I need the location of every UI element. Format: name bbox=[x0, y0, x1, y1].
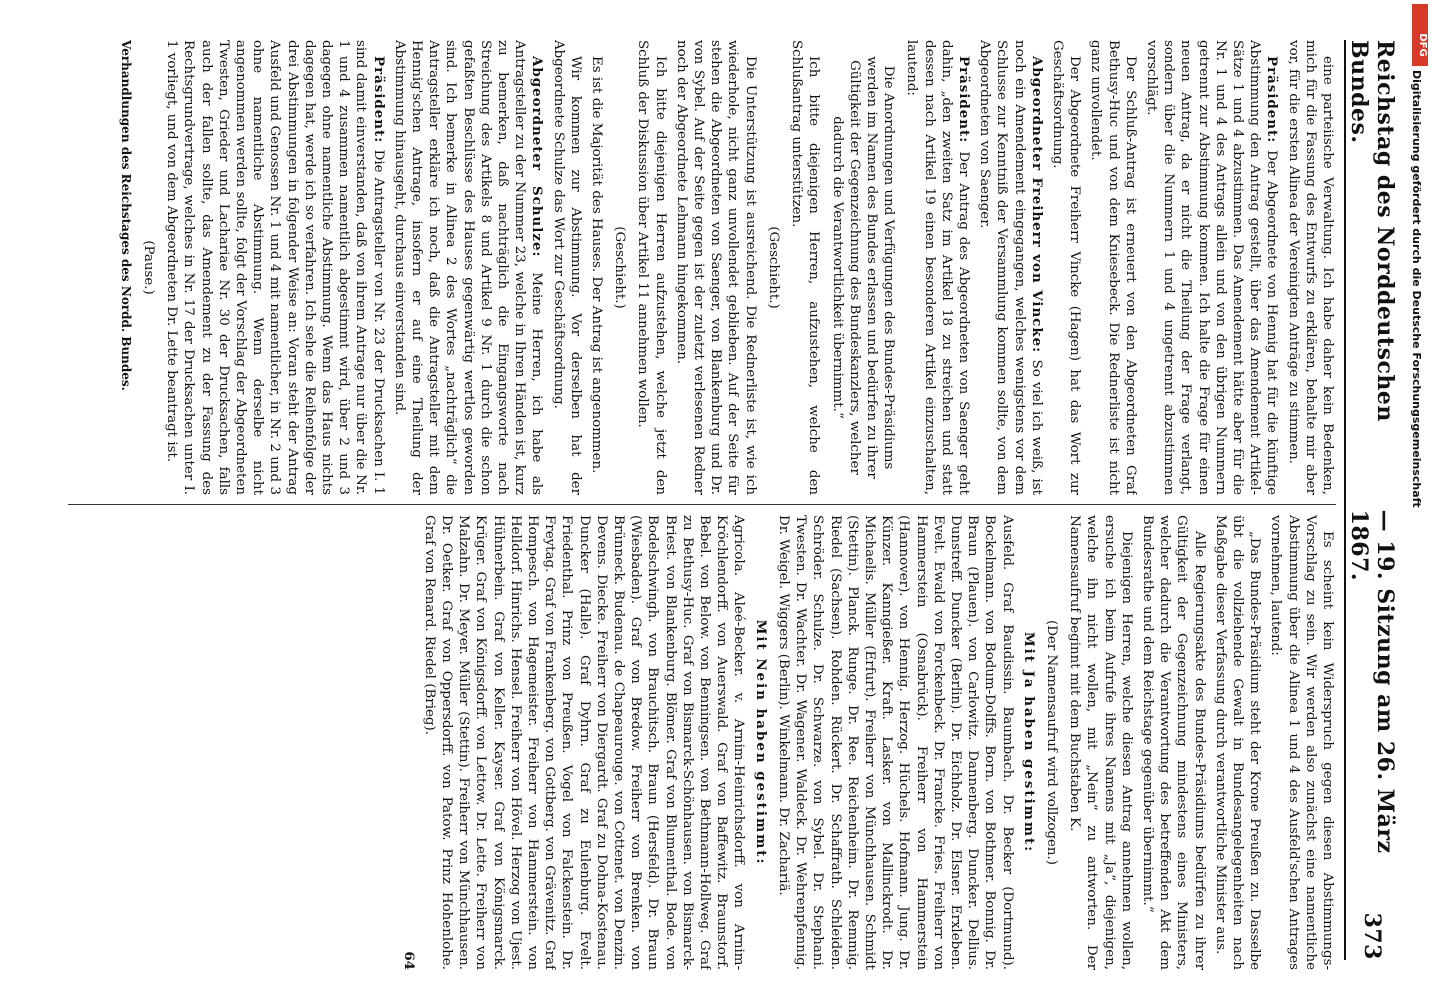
paragraph bbox=[976, 40, 1045, 495]
header-rule bbox=[1344, 40, 1346, 960]
paragraph-text: Die Anordnungen und Verfügungen des Bundes-Präsidiums werden im Namen des Bundes erlassen und bedürfen zu ihrer Gültigkeit der Gegenzeichnung des Bundeskanzlers, welcher dadurch die Verantwortlichkeit übernimmt.“ bbox=[829, 56, 897, 479]
page-number: 373 bbox=[1359, 912, 1385, 960]
speaker-label: Präsident: bbox=[955, 56, 972, 152]
paragraph-text: Alle Regierungsakte des Bundes-Präsidiums bedürfen zu ihrer Gültigkeit der Gegenzeichnung mindestens eines Ministers, welcher dadurch die Verantwortung des betreffenden Akt dem Bundesrathe und dem Reichstage gegenüber übernimmt.“ bbox=[1139, 515, 1207, 970]
right-column bbox=[68, 515, 1336, 970]
paragraph-text: Es scheint kein Widerspruch gegen diesen Abstimmungs-Vorschlag zu sein. Wir werden also zunächst eine namentliche Abstimmung über die Alinea 1 und 4 des Ausfeld'schen Antrages vornehmen, lautend: bbox=[1268, 515, 1335, 970]
paragraph-text: Ich bitte diejenigen Herren aufzustehen, welche jetzt den Schluß der Diskussion über Artikel 11 annehmen wollen. bbox=[635, 40, 668, 495]
paragraph-text: Der Abgeordnete von Hennig hat für die künftige Abstimmung den Antrag gestellt, über das Amendement Artikel-Sätze 1 und 4 abzustimmen. Das Amendement hätte aber für die Nr. 1 und 4 des Antrags allein und von den übrigen Nummern getrennt zur Abstimmung kommen. Ich halte die Frage für einen neuen Antrag, da er nicht die Theilung der Frage verlangt, sondern über die Nummern 1 und 4 ungetrennt abzustimmen vorschlägt. bbox=[1143, 40, 1280, 495]
rotated-page bbox=[48, 10, 1398, 990]
paragraph-text: (Pause.) bbox=[141, 240, 156, 295]
paragraph bbox=[1284, 40, 1336, 495]
paragraph bbox=[1212, 515, 1264, 970]
paragraph-text: Verhandlungen des Reichstages des Nordd. Bundes. bbox=[118, 40, 133, 391]
paragraph-text: (Der Namensaufruf wird vollzogen.) bbox=[1043, 619, 1059, 866]
paragraph bbox=[903, 40, 972, 495]
paragraph bbox=[828, 40, 897, 495]
running-head bbox=[1346, 40, 1398, 960]
name-list bbox=[775, 515, 1016, 970]
paragraph-text: Die Antragsteller von Nr. 23 der Drucksachen I. 1 sind damit einverstanden, daß von ihrem Antrage nur über die Nr. 1 und 4 zusammen namentlich abgestimmt wird, über 2 und 3 dagegen ohne namentliche Abstimmung. Wenn das Haus nichts dagegen hat, werde ich so verfahren. Ich sehe die Reihenfolge der drei Abstimmungen in folgender Weise an: Voran steht der Antrag Ausfeld und Genossen Nr. 1 und 4 mit namentlicher, in Nr. 2 und 3 ohne namentliche Abstimmung. Wenn derselbe nicht angenommen werden sollte, folgt der Vorschlag der Abgeordneten Twesten, Grieder und Lachariae Nr. 30 der Drucksachen, falls auch der fallen sollte, das Amendement zu der Fassung des Rechtsgrundvertrage, welches in Nr. 17 der Drucksachen unter I. 1 vorliegt, und von dem Abgeordneten Dr. Lette beantragt ist. bbox=[164, 40, 386, 495]
paragraph-text: 64 bbox=[400, 951, 417, 970]
paragraph-text: Agricola. Aleé-Becker. v. Arnim-Heinrichsdorff. von Arnim-Kröchlendorff. von Auerswald. Graf von Baffewitz. Braunstorf. Bebel. von Below. von Benningsen. von Bethmann-Hollweg. Graf zu Bethusy-Huc. Graf von Bismarck-Schönhausen. von Bismarck-Briest. von Blankenburg. Blömer. Graf von Blumenthal. Bode. von Bodelschwingh. von Brauchitsch. Braun (Hersfeld). Dr. Braun (Wiesbaden). Graf von Bredow. Freiherr von Brenken. von Brünneck. Budenau. de Chapeaurouge. von Cottenet. von Denzin. Devens. Diecke. Freiherr von Diergardt. Graf zu Dohna-Kostenau. Duncker (Halle). Graf Dyhrn. Graf zu Eulenburg. Evelt. Friedenthal. Prinz von Preußen. Vogel von Falckenstein. Dr. Freytag. Graf von Frankenberg. von Gottberg. von Grävenitz. Graf Hompesch. von Hagemeister. Freiherr von Hammerstein. von Helldorf. Hinrichs. Hensel. Freiherr von Hövel. Herzog von Ujest. Hühnerbein. Graf von Keller. Kayser. Graf von Königsmarck. Krüger. Graf von Königsdorff. von Lettow. Dr. Lette. Freiherr von Malzahn. Dr. Meyer. Müller (Stettin). Freiherr von Münchhausen. Dr. Oetker. Graf von Oppersdorff. von Patow. Prinz Hohenlohe. Graf von Renard. Riedel (Brieg). bbox=[421, 515, 747, 970]
speaker-label: Abgeordneter Freiherr von Vincke: bbox=[1028, 56, 1045, 360]
signature-mark bbox=[399, 515, 416, 970]
section-heading bbox=[1020, 515, 1037, 970]
paragraph bbox=[634, 40, 668, 495]
paragraph bbox=[1139, 515, 1208, 970]
dfg-logo-text: DFG bbox=[1417, 33, 1428, 57]
paragraph-text: (Geschieht.) bbox=[765, 226, 781, 309]
paragraph bbox=[1066, 515, 1135, 970]
paragraph bbox=[765, 40, 782, 495]
paragraph-text: So viel ich weiß, ist noch ein Amendement eingegangen, welches wenigstens vor dem Schlusse zur Kenntniß der Versammlung kommen sollte, von dem Abgeordneten von Saenger. bbox=[977, 40, 1044, 495]
paragraph-text: (Geschieht.) bbox=[612, 226, 628, 309]
paragraph bbox=[1049, 40, 1083, 495]
paragraph bbox=[1267, 515, 1336, 970]
paragraph-text: Mit Nein haben gestimmt: bbox=[752, 619, 769, 866]
page-footer bbox=[117, 40, 134, 495]
paragraph-text: Mit Ja haben gestimmt: bbox=[1020, 631, 1037, 854]
paragraph bbox=[140, 40, 157, 495]
name-list bbox=[421, 515, 748, 970]
paragraph-text: eine parteiische Verwaltung. Ich habe daher kein Bedenken, mich für die Fassung des Entwurfs zu erklären, behalte mir aber vor, für die ersten Alinea der Vereinigten Anträge zu stimmen. bbox=[1285, 40, 1335, 495]
left-column bbox=[68, 40, 1336, 495]
paragraph-text: Meine Herren, ich habe als Antragsteller zu der Nummer 23, welche in Ihren Händen ist, kurz zu bemerken, daß nachträglich die Eingangsworte nach Streichung des Artikels 8 und Artikel 9 Nr. 1 durch die schon gefaßten Beschlüsse des Hauses gegenwärtig wertlos geworden sind. Ich bemerke in Alinea 2 des Wortes „nachträglich“ die Antragsteller erkläre ich noch, daß die Antragsteller mit dem Hennig'schen Antrage, insofern er auf eine Theilung der Abstimmung hinausgeht, durchaus einverstanden sind. bbox=[391, 40, 545, 495]
paragraph-text: Die Unterstützung ist ausreichend. Die Rednerliste ist, wie ich wiederhole, nicht ganz unvollendet geblieben. Auf der Seite für stehen die Abgeordneten von Saenger, von Blankenburg und Dr. von Sybel. Auf der Seite gegen ist der zuletzt verlesenen Redner noch der Abgeordnete Lehmann hingekommen. bbox=[673, 40, 758, 495]
paragraph bbox=[788, 40, 822, 495]
speaker-label: Präsident: bbox=[370, 56, 387, 150]
paragraph bbox=[1043, 515, 1060, 970]
paragraph-text: Wir kommen zur Abstimmung. Vor derselben hat der Abgeordnete Schulze das Wort zur Geschäftsordnung. bbox=[550, 40, 583, 495]
funding-note: Digitalisierung gefördert durch die Deutsche Forschungsgemeinschaft bbox=[1410, 70, 1423, 508]
paragraph-text: Der Schluß-Antrag ist erneuert von den Abgeordneten Graf Bethusy-Huc und von dem Kniesebeck. Die Rednerliste ist nicht ganz unvollendet. bbox=[1088, 40, 1138, 495]
paragraph bbox=[1087, 40, 1139, 495]
paragraph bbox=[549, 40, 583, 495]
column-divider bbox=[68, 504, 1336, 505]
paragraph-text: Es ist die Majorität des Hauses. Der Antrag ist angenommen. bbox=[589, 56, 605, 474]
paragraph-text: Der Antrag des Abgeordneten von Saenger geht dahin, „den zweiten Satz im Artikel 18 zu streichen und statt dessen nach Artikel 19 einen besonderen Artikel einzuschalten, lautend: bbox=[904, 40, 971, 495]
paragraph bbox=[1143, 40, 1281, 495]
paragraph-text: Ausfeld. Graf Baudissin. Baumbach. Dr. Becker (Dortmund). Bockelmann. von Bodum-Dolffs. Born. von Bothmer. Bonnig. Dr. Braun (Plauen). von Carlowitz. Dannenberg. Duncker. Dellius. Dunstreff. Duncker (Berlin). Dr. Eichholz. Dr. Elsner. Erxleben. Evelt. Ewald von Forckenbeck. Dr. Francke. Fries. Freiherr von Hammerstein (Osnabrück). Freiherr von Hammerstein (Hannover). von Hennig. Herzog. Hüchels. Hofmann. Jung. Dr. Künzer. Kanngießer. Kraft. Lasker. von Mallinckrodt. Dr. Michaelis. Müller (Erfurt). Freiherr von Münchhausen. Schmidt (Stettin). Planck. Runge. Dr. Ree. Reichenheim. Dr. Remmig. Riedel (Sachsen). Rohden. Rückert. Dr. Schaffrath. Schleiden. Schröder. Schulze. Dr. Schwarze. von Sybel. Dr. Stephani. Twesten. Dr. Wachter. Dr. Wagener. Waldeck. Dr. Wehrenpfennig. Dr. Weigel. Wiggers (Berlin). Winkelmann. Dr. Zachariä. bbox=[775, 515, 1015, 970]
paragraph-text: Ich bitte diejenigen Herren, aufzustehen, welche den Schlußantrag unterstützen. bbox=[789, 40, 822, 495]
paragraph bbox=[163, 40, 387, 495]
header-right-title: — 19. Sitzung am 26. März 1867. bbox=[1346, 509, 1398, 854]
header-left-title: Reichstag des Norddeutschen Bundes. bbox=[1346, 40, 1398, 422]
paragraph bbox=[391, 40, 546, 495]
paragraph-text: Diejenigen Herren, welche diesen Antrag annehmen wollen, ersuche ich beim Aufrufe ihres Namens mit „Ja“, diejenigen, welche ihn nicht wollen, mit „Nein“ zu antworten. Der Namensaufruf beginnt mit dem Buchstaben K. bbox=[1067, 515, 1134, 970]
paragraph-text: Der Abgeordnete Freiherr Vincke (Hagen) hat das Wort zur Geschäftsordnung. bbox=[1049, 40, 1083, 495]
section-heading bbox=[752, 515, 769, 970]
paragraph bbox=[673, 40, 759, 495]
paragraph bbox=[611, 40, 628, 495]
paragraph-text: „Das Bundes-Präsidium steht der Krone Preußen zu. Dasselbe übt die vollziehende Gewalt in Bundesangelegenheiten nach Maßgabe dieser Verfassung durch verantwortliche Minister aus. bbox=[1212, 515, 1263, 970]
paragraph bbox=[588, 40, 605, 495]
speaker-label: Präsident: bbox=[1264, 56, 1281, 151]
speaker-label: Abgeordneter Schulze: bbox=[529, 56, 546, 273]
